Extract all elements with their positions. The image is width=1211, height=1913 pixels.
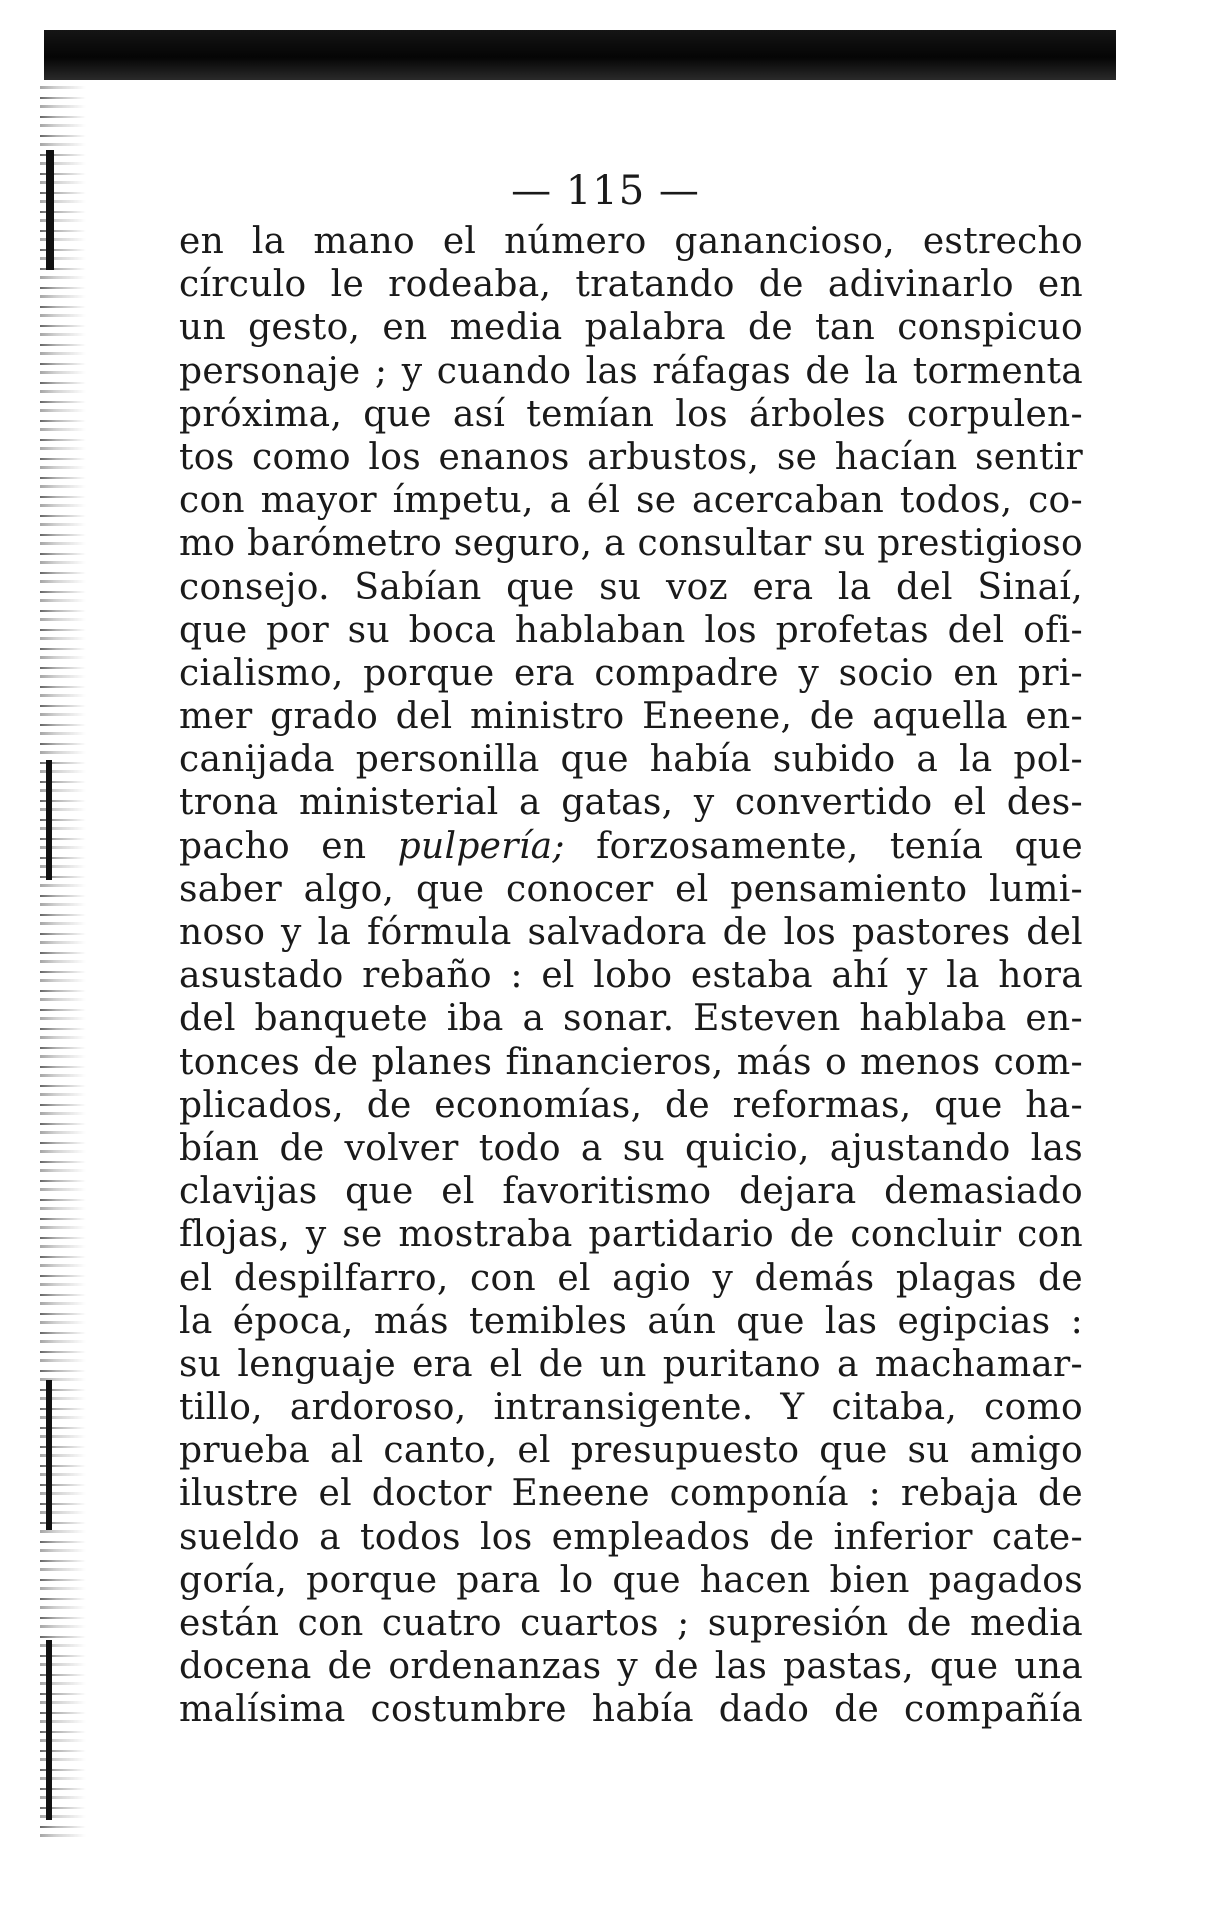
scan-left-edge-mark bbox=[46, 1640, 52, 1820]
text-line: en la mano el número ganancioso, estrecho bbox=[179, 221, 1083, 262]
text-line: malísima costumbre había dado de compañía bbox=[179, 1689, 1083, 1731]
text-line: ilustre el doctor Eneene componía : rebaja de bbox=[179, 1473, 1083, 1515]
text-line: el despilfarro, con el agio y demás plagas de bbox=[179, 1257, 1083, 1299]
body-text bbox=[179, 220, 1083, 1732]
text-line: del banquete iba a sonar. Esteven hablaba en- bbox=[179, 998, 1083, 1040]
text-line: su lenguaje era el de un puritano a machamar- bbox=[179, 1343, 1083, 1385]
text-line: con mayor ímpetu, a él se acercaban todos, co- bbox=[179, 480, 1083, 522]
text-line: mer grado del ministro Eneene, de aquella en- bbox=[179, 696, 1083, 738]
text-line: saber algo, que conocer el pensamiento lumi- bbox=[179, 868, 1083, 910]
text-line: canijada personilla que había subido a la pol- bbox=[179, 739, 1083, 781]
text-line: prueba al canto, el presupuesto que su amigo bbox=[179, 1430, 1083, 1472]
text-line: plicados, de economías, de reformas, que ha- bbox=[179, 1084, 1083, 1126]
text-segment: pacho en bbox=[179, 825, 367, 867]
scan-left-edge bbox=[40, 80, 86, 1840]
scan-left-edge-mark bbox=[46, 760, 52, 880]
text-line: goría, porque para lo que hacen bien pagados bbox=[179, 1559, 1083, 1601]
text-line: flojas, y se mostraba partidario de concluir con bbox=[179, 1214, 1083, 1256]
text-line-mixed bbox=[179, 825, 1083, 868]
text-line: bían de volver todo a su quicio, ajustando las bbox=[179, 1127, 1083, 1169]
text-line: sueldo a todos los empleados de inferior cate- bbox=[179, 1516, 1083, 1558]
text-line: asustado rebaño : el lobo estaba ahí y la hora bbox=[179, 955, 1083, 997]
text-line: tillo, ardoroso, intransigente. Y citaba, como bbox=[179, 1387, 1083, 1429]
page-number: — 115 — bbox=[511, 168, 700, 214]
text-line: mo barómetro seguro, a consultar su prestigioso bbox=[179, 523, 1083, 565]
text-line: trona ministerial a gatas, y convertido el des- bbox=[179, 782, 1083, 824]
scan-top-border bbox=[44, 30, 1116, 80]
text-line: la época, más temibles aún que las egipcias : bbox=[179, 1300, 1083, 1342]
text-line: cialismo, porque era compadre y socio en pri- bbox=[179, 652, 1083, 694]
text-line: círculo le rodeaba, tratando de adivinarlo en bbox=[179, 264, 1083, 306]
text-line: tonces de planes financieros, más o menos com- bbox=[179, 1041, 1083, 1083]
text-segment: forzosamente, tenía que bbox=[596, 825, 1083, 867]
text-line: consejo. Sabían que su voz era la del Sinaí, bbox=[179, 566, 1083, 608]
text-line: que por su boca hablaban los profetas del ofi- bbox=[179, 609, 1083, 651]
text-line: tos como los enanos arbustos, se hacían sentir bbox=[179, 436, 1083, 478]
text-line: un gesto, en media palabra de tan conspicuo bbox=[179, 307, 1083, 349]
text-line: clavijas que el favoritismo dejara demasiado bbox=[179, 1171, 1083, 1213]
scan-left-edge-mark bbox=[46, 1380, 52, 1530]
text-line: personaje ; y cuando las ráfagas de la tormenta bbox=[179, 350, 1083, 392]
text-line: docena de ordenanzas y de las pastas, que una bbox=[179, 1646, 1083, 1688]
text-line: próxima, que así temían los árboles corpulen- bbox=[179, 393, 1083, 435]
text-line: están con cuatro cuartos ; supresión de media bbox=[179, 1603, 1083, 1644]
italic-word: pulpería; bbox=[397, 825, 565, 867]
text-line: noso y la fórmula salvadora de los pastores del bbox=[179, 912, 1083, 953]
